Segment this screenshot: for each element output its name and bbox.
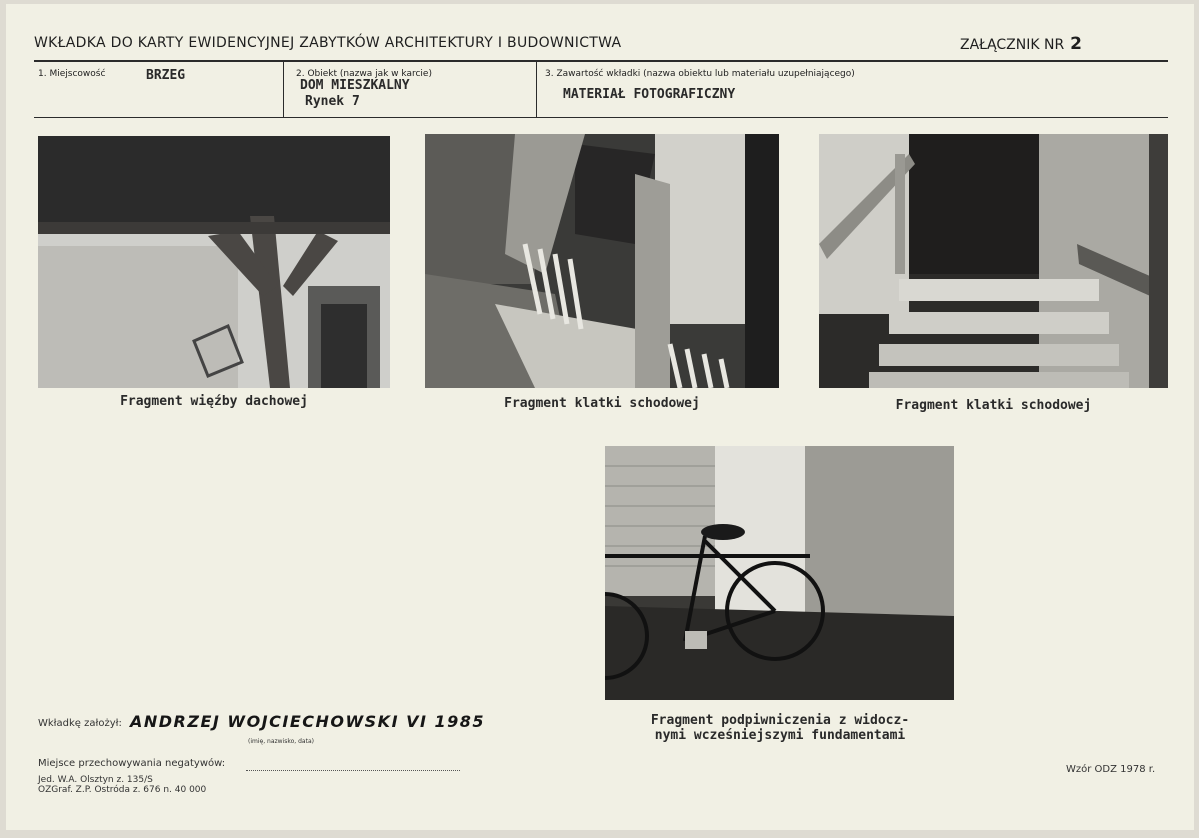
field-label-locality: 1. Miejscowość <box>38 69 106 79</box>
photo-stairwell-2 <box>819 134 1168 388</box>
photo-roof-truss <box>38 136 390 388</box>
form-title: WKŁADKA DO KARTY EWIDENCYJNEJ ZABYTKÓW ARCHITEKTURY I BUDOWNICTWA <box>34 35 622 51</box>
photo-stairwell-1 <box>425 134 779 388</box>
form-model: Wzór ODZ 1978 r. <box>1066 764 1156 775</box>
photo-basement-bicycle <box>605 446 954 700</box>
field-value-object-line2: Rynek 7 <box>305 94 360 109</box>
field-value-locality: BRZEG <box>146 68 186 83</box>
print-note-1: Jed. W.A. Olsztyn z. 135/S <box>38 775 153 785</box>
caption-stairwell-2: Fragment klatki schodowej <box>895 398 1092 413</box>
founder-label: Wkładkę założył: <box>38 718 122 729</box>
negatives-location-line <box>246 770 460 771</box>
caption-stairwell-1: Fragment klatki schodowej <box>504 396 700 411</box>
field-value-object-line1: DOM MIESZKALNY <box>300 78 410 93</box>
header-rule-bottom <box>34 117 1168 118</box>
caption-roof-truss: Fragment więźby dachowej <box>120 394 308 409</box>
field-label-content: 3. Zawartość wkładki (nazwa obiektu lub materiału uzupełniającego) <box>545 69 855 79</box>
header-rule-top <box>34 60 1168 62</box>
caption-basement: Fragment podpiwniczenia z widocz- nymi wcześniejszymi fundamentami <box>650 713 910 743</box>
field-value-content: MATERIAŁ FOTOGRAFICZNY <box>563 87 736 102</box>
field-label-object: 2. Obiekt (nazwa jak w karcie) <box>296 69 432 79</box>
record-sheet <box>6 4 1194 830</box>
attachment-number: ZAŁĄCZNIK NR 2 <box>960 34 1083 54</box>
founder-signature: ANDRZEJ WOJCIECHOWSKI VI 1985 <box>130 712 486 731</box>
field-divider-1 <box>283 62 284 118</box>
field-divider-2 <box>536 62 537 118</box>
print-note-2: OZGraf. Z.P. Ostróda z. 676 n. 40 000 <box>38 785 207 795</box>
negatives-location-label: Miejsce przechowywania negatywów: <box>38 758 226 769</box>
founder-subcaption: (imię, nazwisko, data) <box>248 738 314 745</box>
